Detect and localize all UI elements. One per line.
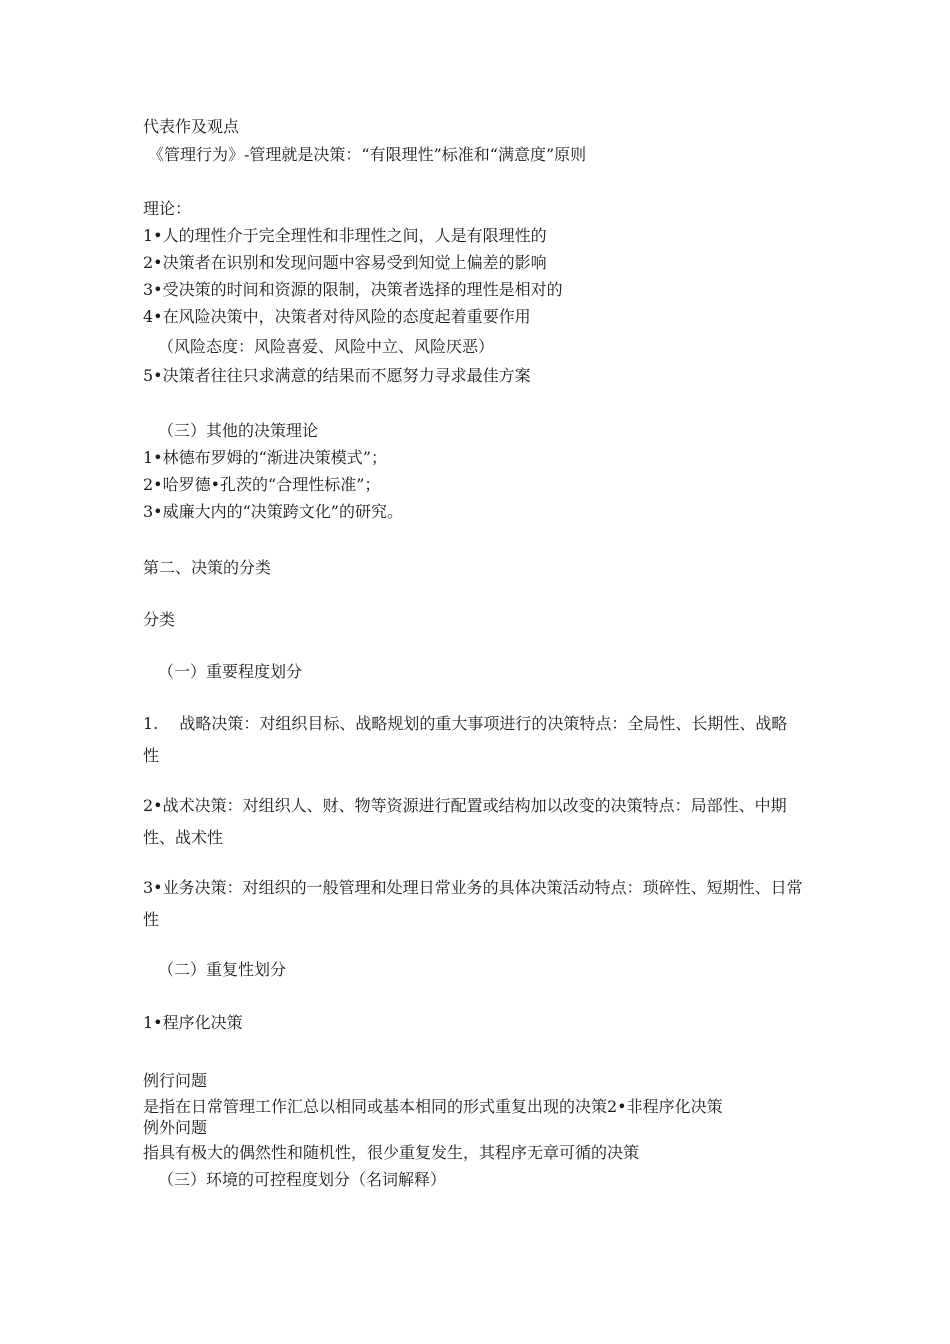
routine-problems: 例行问题 <box>143 1071 208 1090</box>
heading-classification-section: 第二、决策的分类 <box>143 558 272 577</box>
theory-item-4: 4•在风险决策中，决策者对待风险的态度起着重要作用 <box>143 307 531 326</box>
strategic-decision: 1. 战略决策：对组织目标、战略规划的重大事项进行的决策特点：全局性、长期性、战略性 <box>143 714 788 765</box>
theory-item-1: 1•人的理性介于完全理性和非理性之间，人是有限理性的 <box>143 226 547 245</box>
tactical-decision: 2•战术决策：对组织人、财、物等资源进行配置或结构加以改变的决策特点：局部性、中期性、战术性 <box>143 796 787 847</box>
heading-classification: 分类 <box>143 610 176 629</box>
other-theory-1: 1•林德布罗姆的“渐进决策模式”； <box>143 448 387 467</box>
other-theory-2: 2•哈罗德•孔茨的“合理性标准”； <box>143 475 381 494</box>
other-theory-3: 3•威廉大内的“决策跨文化”的研究。 <box>143 502 403 521</box>
risk-attitude-note: （风险态度：风险喜爱、风险中立、风险厌恶） <box>158 337 495 356</box>
heading-environment-control: （三）环境的可控程度划分（名词解释） <box>158 1170 447 1189</box>
operational-decision: 3•业务决策：对组织的一般管理和处理日常业务的具体决策活动特点：琐碎性、短期性、日常性 <box>143 878 803 929</box>
nonprogrammed-definition: 指具有极大的偶然性和随机性，很少重复发生，其程序无章可循的决策 <box>143 1143 640 1162</box>
theory-item-2: 2•决策者在识别和发现问题中容易受到知觉上偏差的影响 <box>143 253 547 272</box>
programmed-decision: 1•程序化决策 <box>143 1013 243 1032</box>
heading-repetition: （二）重复性划分 <box>158 960 287 979</box>
heading-other-theories: （三）其他的决策理论 <box>158 421 319 440</box>
theory-item-5: 5•决策者往往只求满意的结果而不愿努力寻求最佳方案 <box>143 366 531 385</box>
programmed-definition: 是指在日常管理工作汇总以相同或基本相同的形式重复出现的决策2•非程序化决策 <box>143 1097 723 1116</box>
exceptional-problems: 例外问题 <box>143 1118 208 1137</box>
heading-theory: 理论： <box>143 199 192 218</box>
heading-importance: （一）重要程度划分 <box>158 662 303 681</box>
heading-representative-works: 代表作及观点 <box>143 117 240 136</box>
text-administrative-behavior: 《管理行为》-管理就是决策：“有限理性”标准和“满意度”原则 <box>148 145 587 164</box>
theory-item-3: 3•受决策的时间和资源的限制，决策者选择的理性是相对的 <box>143 280 563 299</box>
